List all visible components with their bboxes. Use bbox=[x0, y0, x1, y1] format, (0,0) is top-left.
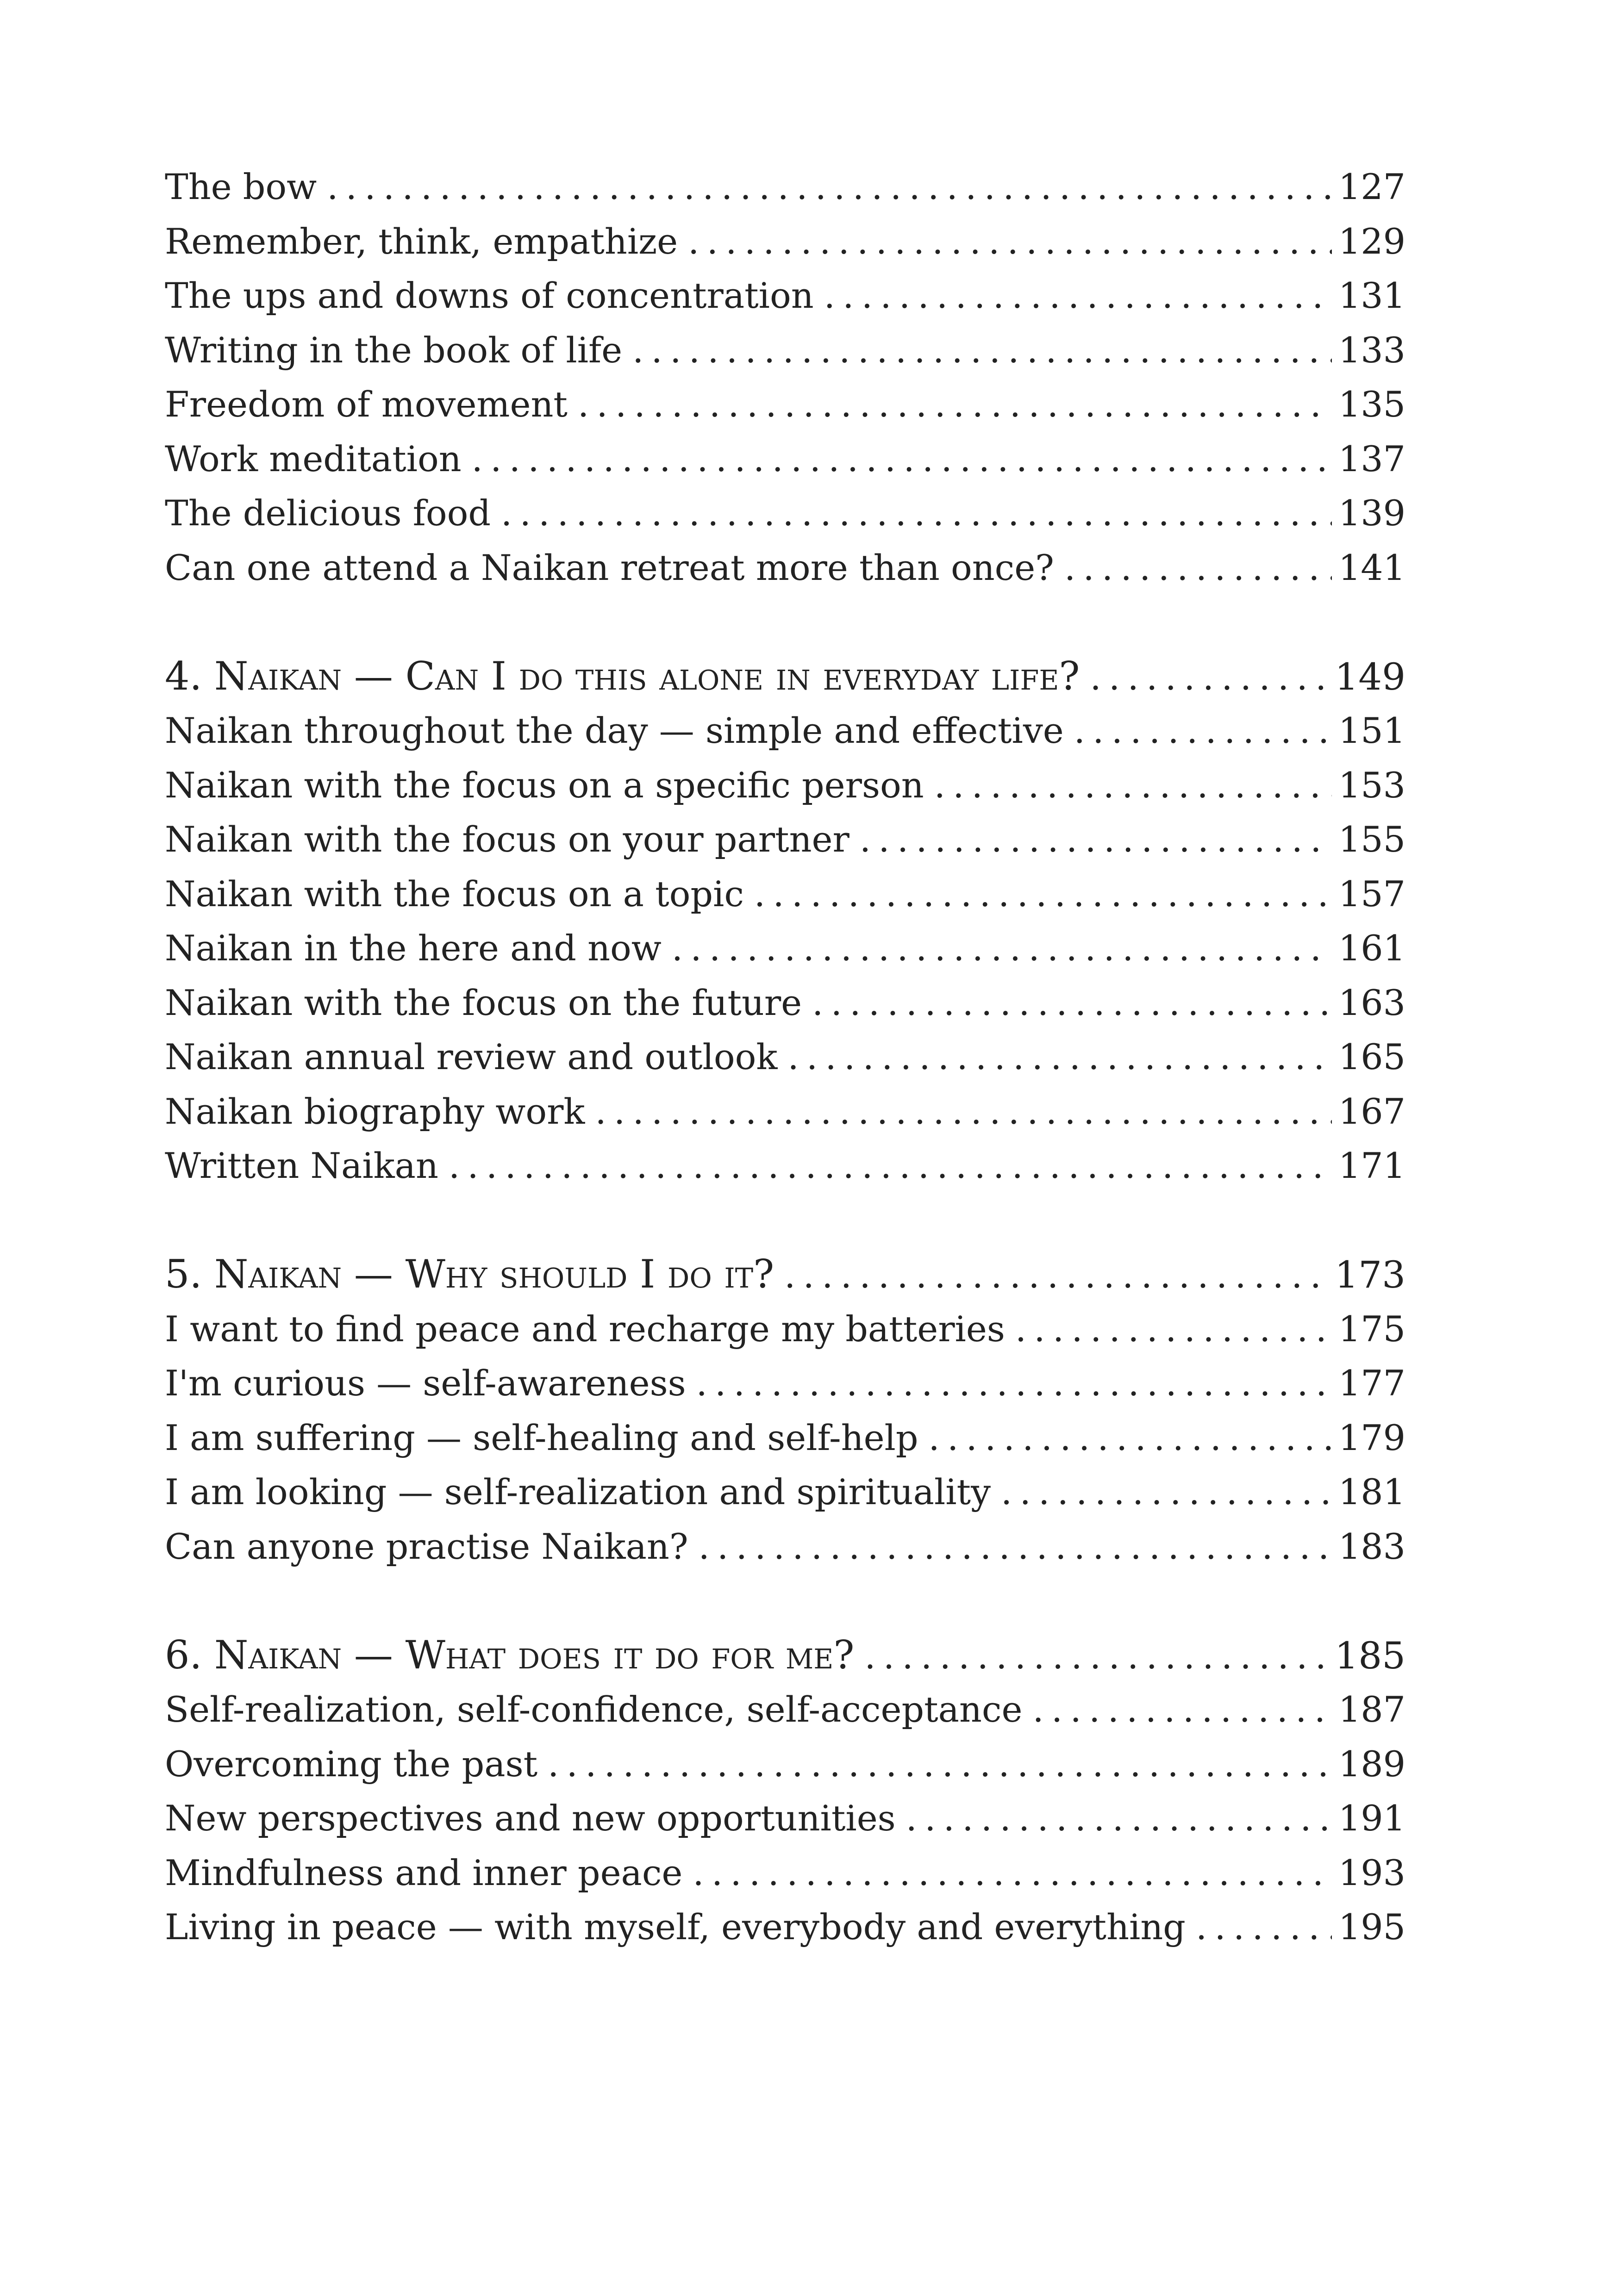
entry-title: The bow bbox=[165, 166, 317, 207]
dot-leader bbox=[906, 1791, 1332, 1846]
entry-page: 165 bbox=[1338, 1036, 1405, 1077]
toc-entry bbox=[165, 1900, 1405, 1954]
chapter-title: 4. Naikan — Can I do this alone in everyday life? bbox=[165, 653, 1080, 699]
dot-leader bbox=[864, 1629, 1328, 1684]
entry-title: Naikan with the focus on your partner bbox=[165, 819, 849, 860]
entry-page: 141 bbox=[1338, 547, 1405, 588]
entry-page: 161 bbox=[1338, 927, 1405, 969]
entry-page: 177 bbox=[1338, 1363, 1405, 1404]
toc-entry bbox=[165, 1030, 1405, 1084]
dot-leader bbox=[812, 976, 1332, 1030]
toc-entry bbox=[165, 1139, 1405, 1193]
dot-leader bbox=[1196, 1900, 1332, 1954]
dot-leader bbox=[824, 268, 1332, 323]
entry-title: Living in peace — with myself, everybody and everything bbox=[165, 1906, 1186, 1948]
toc-entry bbox=[165, 1846, 1405, 1900]
toc-chapter-heading bbox=[165, 1628, 1405, 1683]
toc-entry bbox=[165, 323, 1405, 378]
toc-chapter-heading bbox=[165, 1247, 1405, 1302]
dot-leader bbox=[784, 1248, 1328, 1303]
entry-page: 137 bbox=[1338, 438, 1405, 479]
entry-page: 155 bbox=[1338, 819, 1405, 860]
toc-entry bbox=[165, 214, 1405, 269]
dot-leader bbox=[934, 758, 1332, 813]
toc-entry bbox=[165, 921, 1405, 976]
entry-title: Naikan with the focus on the future bbox=[165, 982, 802, 1023]
entry-title: I want to find peace and recharge my batteries bbox=[165, 1308, 1005, 1350]
dot-leader bbox=[672, 921, 1332, 976]
entry-title: Writing in the book of life bbox=[165, 329, 623, 371]
dot-leader bbox=[1074, 703, 1332, 758]
entry-page: 189 bbox=[1338, 1743, 1405, 1785]
entry-page: 167 bbox=[1338, 1090, 1405, 1132]
chapter-title: 6. Naikan — What does it do for me? bbox=[165, 1632, 855, 1678]
toc-chapter-heading bbox=[165, 649, 1405, 704]
toc-entry bbox=[165, 758, 1405, 813]
entry-page: 191 bbox=[1338, 1798, 1405, 1839]
entry-title: The ups and downs of concentration bbox=[165, 275, 814, 316]
toc-entry bbox=[165, 1682, 1405, 1737]
entry-title: Work meditation bbox=[165, 438, 462, 479]
dot-leader bbox=[1032, 1682, 1331, 1737]
entry-page: 127 bbox=[1338, 166, 1405, 207]
dot-leader bbox=[501, 486, 1332, 541]
entry-page: 151 bbox=[1338, 710, 1405, 751]
dot-leader bbox=[1090, 650, 1328, 705]
dot-leader bbox=[929, 1411, 1332, 1465]
entry-page: 153 bbox=[1338, 764, 1405, 806]
toc-entry bbox=[165, 1084, 1405, 1139]
entry-title: New perspectives and new opportunities bbox=[165, 1798, 896, 1839]
entry-page: 157 bbox=[1338, 873, 1405, 915]
entry-page: 171 bbox=[1338, 1145, 1405, 1186]
section-spacer bbox=[165, 1193, 1405, 1248]
entry-title: Naikan throughout the day — simple and effective bbox=[165, 710, 1064, 751]
entry-page: 195 bbox=[1338, 1906, 1405, 1948]
dot-leader bbox=[548, 1737, 1332, 1792]
section-spacer bbox=[165, 595, 1405, 649]
entry-title: Overcoming the past bbox=[165, 1743, 538, 1785]
entry-page: 129 bbox=[1338, 220, 1405, 262]
entry-page: 135 bbox=[1338, 384, 1405, 425]
dot-leader bbox=[693, 1846, 1332, 1900]
dot-leader bbox=[1064, 541, 1332, 595]
dot-leader bbox=[472, 432, 1332, 486]
toc-entry bbox=[165, 377, 1405, 432]
toc-entry bbox=[165, 703, 1405, 758]
toc-entry bbox=[165, 1465, 1405, 1519]
entry-page: 131 bbox=[1338, 275, 1405, 316]
entry-title: Written Naikan bbox=[165, 1145, 438, 1186]
entry-page: 133 bbox=[1338, 329, 1405, 371]
entry-title: Freedom of movement bbox=[165, 384, 568, 425]
dot-leader bbox=[1001, 1465, 1332, 1519]
chapter-title: 5. Naikan — Why should I do it? bbox=[165, 1251, 775, 1297]
entry-page: 179 bbox=[1338, 1417, 1405, 1458]
entry-title: I'm curious — self-awareness bbox=[165, 1363, 686, 1404]
toc-entry bbox=[165, 812, 1405, 867]
dot-leader bbox=[578, 377, 1332, 432]
dot-leader bbox=[449, 1139, 1332, 1193]
entry-title: Naikan in the here and now bbox=[165, 927, 662, 969]
entry-page: 183 bbox=[1338, 1525, 1405, 1567]
chapter-page: 173 bbox=[1335, 1253, 1405, 1296]
entry-title: Can anyone practise Naikan? bbox=[165, 1525, 688, 1567]
entry-page: 187 bbox=[1338, 1689, 1405, 1730]
dot-leader bbox=[688, 214, 1332, 269]
dot-leader bbox=[1015, 1302, 1332, 1356]
dot-leader bbox=[327, 160, 1332, 214]
dot-leader bbox=[696, 1356, 1332, 1411]
toc-entry bbox=[165, 1411, 1405, 1465]
entry-page: 181 bbox=[1338, 1471, 1405, 1512]
entry-title: I am suffering — self-healing and self-help bbox=[165, 1417, 918, 1458]
dot-leader bbox=[787, 1030, 1332, 1084]
entry-title: I am looking — self-realization and spirituality bbox=[165, 1471, 991, 1512]
chapter-page: 185 bbox=[1335, 1634, 1405, 1677]
toc-entry bbox=[165, 976, 1405, 1030]
toc-entry bbox=[165, 268, 1405, 323]
toc-entry bbox=[165, 1519, 1405, 1574]
toc-entry bbox=[165, 1302, 1405, 1356]
chapter-page: 149 bbox=[1335, 655, 1405, 698]
entry-page: 163 bbox=[1338, 982, 1405, 1023]
section-spacer bbox=[165, 1574, 1405, 1628]
toc-entry bbox=[165, 432, 1405, 486]
toc-entry bbox=[165, 867, 1405, 921]
entry-title: Self-realization, self-confidence, self-acceptance bbox=[165, 1689, 1023, 1730]
dot-leader bbox=[632, 323, 1332, 378]
entry-title: Naikan with the focus on a topic bbox=[165, 873, 744, 915]
table-of-contents bbox=[165, 160, 1405, 1954]
dot-leader bbox=[699, 1519, 1332, 1574]
toc-entry bbox=[165, 1737, 1405, 1792]
dot-leader bbox=[860, 812, 1332, 867]
toc-entry bbox=[165, 160, 1405, 214]
toc-entry bbox=[165, 541, 1405, 595]
entry-title: Naikan annual review and outlook bbox=[165, 1036, 778, 1077]
entry-title: The delicious food bbox=[165, 492, 491, 534]
entry-page: 175 bbox=[1338, 1308, 1405, 1350]
toc-entry bbox=[165, 1356, 1405, 1411]
entry-title: Mindfulness and inner peace bbox=[165, 1852, 683, 1893]
entry-title: Naikan biography work bbox=[165, 1090, 585, 1132]
entry-page: 193 bbox=[1338, 1852, 1405, 1893]
entry-title: Can one attend a Naikan retreat more than once? bbox=[165, 547, 1054, 588]
dot-leader bbox=[754, 867, 1332, 921]
dot-leader bbox=[595, 1084, 1331, 1139]
entry-title: Remember, think, empathize bbox=[165, 220, 678, 262]
entry-page: 139 bbox=[1338, 492, 1405, 534]
toc-entry bbox=[165, 486, 1405, 541]
toc-entry bbox=[165, 1791, 1405, 1846]
entry-title: Naikan with the focus on a specific person bbox=[165, 764, 924, 806]
